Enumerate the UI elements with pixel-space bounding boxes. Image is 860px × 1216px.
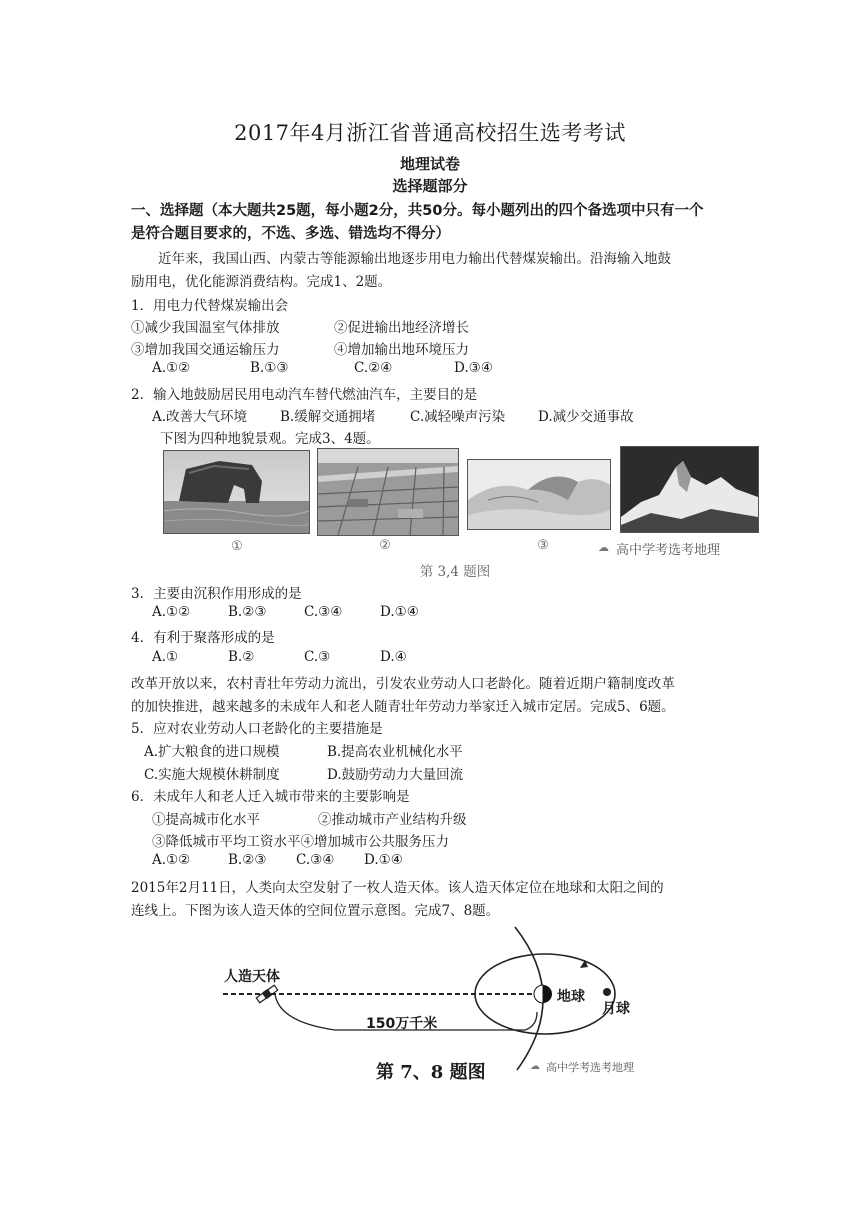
question-6-item-3-4: ③降低城市平均工资水平④增加城市公共服务压力 (152, 834, 449, 850)
moon-label: 月球 (602, 1001, 630, 1017)
question-6-choice-d: D.①④ (364, 852, 403, 868)
part-title: 选择题部分 (392, 177, 468, 195)
question-6-item-1: ①提高城市化水平 (152, 812, 260, 828)
question-2-choice-c: C.减轻噪声污染 (410, 409, 506, 425)
question-6-choice-a: A.①② (152, 852, 191, 868)
question-4-stem: 4．有利于聚落形成的是 (131, 630, 275, 646)
question-1-item-4: ④增加输出地环境压力 (334, 342, 469, 358)
figure-3-4-caption: 第 3,4 题图 (419, 564, 491, 580)
question-3-choice-c: C.③④ (304, 604, 343, 620)
landform-label-1: ① (231, 539, 243, 554)
moon-icon (603, 988, 611, 996)
question-4-choice-b: B.② (228, 649, 255, 665)
question-4-choice-c: C.③ (304, 649, 331, 665)
intro-q3-4: 下图为四种地貌景观。完成3、4题。 (160, 431, 380, 447)
question-3-choice-a: A.①② (152, 604, 191, 620)
distance-label: 150万千米 (366, 1016, 438, 1032)
intro-q5-6-line2: 的加快推进，越来越多的未成年人和老人随青壮年劳动力举家迁入城市定居。完成5、6题。 (131, 699, 675, 715)
landform-photo-snow-mountain (620, 446, 759, 533)
question-6-stem: 6．未成年人和老人迁入城市带来的主要影响是 (131, 789, 410, 805)
question-5-choice-b: B.提高农业机械化水平 (327, 744, 463, 760)
question-5-choice-a: A.扩大粮食的进口规模 (144, 744, 280, 760)
question-2-stem: 2．输入地鼓励居民用电动汽车替代燃油汽车，主要目的是 (131, 387, 478, 403)
question-5-choice-d: D.鼓励劳动力大量回流 (327, 767, 464, 783)
question-1-item-3: ③增加我国交通运输压力 (131, 342, 280, 358)
landform-photo-coastal-arch (163, 450, 310, 534)
satellite-orbit-diagram (215, 922, 655, 1072)
question-6-choice-c: C.③④ (296, 852, 335, 868)
landform-label-3: ③ (537, 538, 549, 553)
question-1-stem: 1．用电力代替煤炭输出会 (131, 298, 289, 314)
intro-q5-6-line1: 改革开放以来，农村青壮年劳动力流出，引发农业劳动人口老龄化。随着近期户籍制度改革 (131, 676, 675, 692)
subject-title: 地理试卷 (399, 155, 460, 173)
section-heading-line1: 一、选择题（本大题共25题，每小题2分，共50分。每小题列出的四个备选项中只有一个 (131, 203, 704, 219)
watermark-fig2: 高中学考选考地理 (546, 1061, 634, 1074)
intro-q7-8-line2: 连线上。下图为该人造天体的空间位置示意图。完成7、8题。 (131, 903, 500, 919)
question-3-choice-b: B.②③ (228, 604, 267, 620)
question-1-item-1: ①减少我国温室气体排放 (131, 320, 280, 336)
watermark-icon: ☁ (598, 541, 609, 554)
question-2-choice-d: D.减少交通事故 (538, 409, 634, 425)
question-5-choice-c: C.实施大规模休耕制度 (144, 767, 280, 783)
watermark-fig1: 高中学考选考地理 (616, 543, 721, 558)
question-3-stem: 3．主要由沉积作用形成的是 (131, 586, 302, 602)
earth-label: 地球 (557, 989, 585, 1005)
question-6-choice-b: B.②③ (228, 852, 267, 868)
question-6-item-2: ②推动城市产业结构升级 (318, 812, 467, 828)
intro-q7-8-line1: 2015年2月11日，人类向太空发射了一枚人造天体。该人造天体定位在地球和太阳之间的 (131, 880, 664, 896)
question-3-choice-d: D.①④ (380, 604, 419, 620)
satellite-label: 人造天体 (224, 969, 280, 985)
question-1-choice-d: D.③④ (454, 360, 493, 376)
intro-q1-2-line1: 近年来，我国山西、内蒙古等能源输出地逐步用电力输出代替煤炭输出。沿海输入地鼓 (158, 251, 671, 267)
question-1-item-2: ②促进输出地经济增长 (334, 320, 469, 336)
question-5-stem: 5．应对农业劳动人口老龄化的主要措施是 (131, 721, 383, 737)
exam-title: 2017年4月浙江省普通高校招生选考考试 (234, 121, 626, 145)
question-1-choice-a: A.①② (152, 360, 191, 376)
landform-photo-delta-fields (317, 448, 459, 536)
question-2-choice-b: B.缓解交通拥堵 (280, 409, 376, 425)
question-4-choice-d: D.④ (380, 649, 407, 665)
question-2-choice-a: A.改善大气环境 (152, 409, 248, 425)
landform-label-2: ② (379, 538, 391, 553)
intro-q1-2-line2: 励用电，优化能源消费结构。完成1、2题。 (131, 274, 392, 290)
figure-7-8-caption: 第 7、8 题图 (376, 1062, 486, 1083)
section-heading-line2: 是符合题目要求的，不选、多选、错选均不得分） (131, 226, 450, 242)
landform-photo-sand-dunes (467, 459, 611, 530)
question-1-choice-c: C.②④ (354, 360, 393, 376)
watermark-icon: ☁ (530, 1061, 540, 1072)
question-1-choice-b: B.①③ (250, 360, 289, 376)
question-4-choice-a: A.① (152, 649, 179, 665)
